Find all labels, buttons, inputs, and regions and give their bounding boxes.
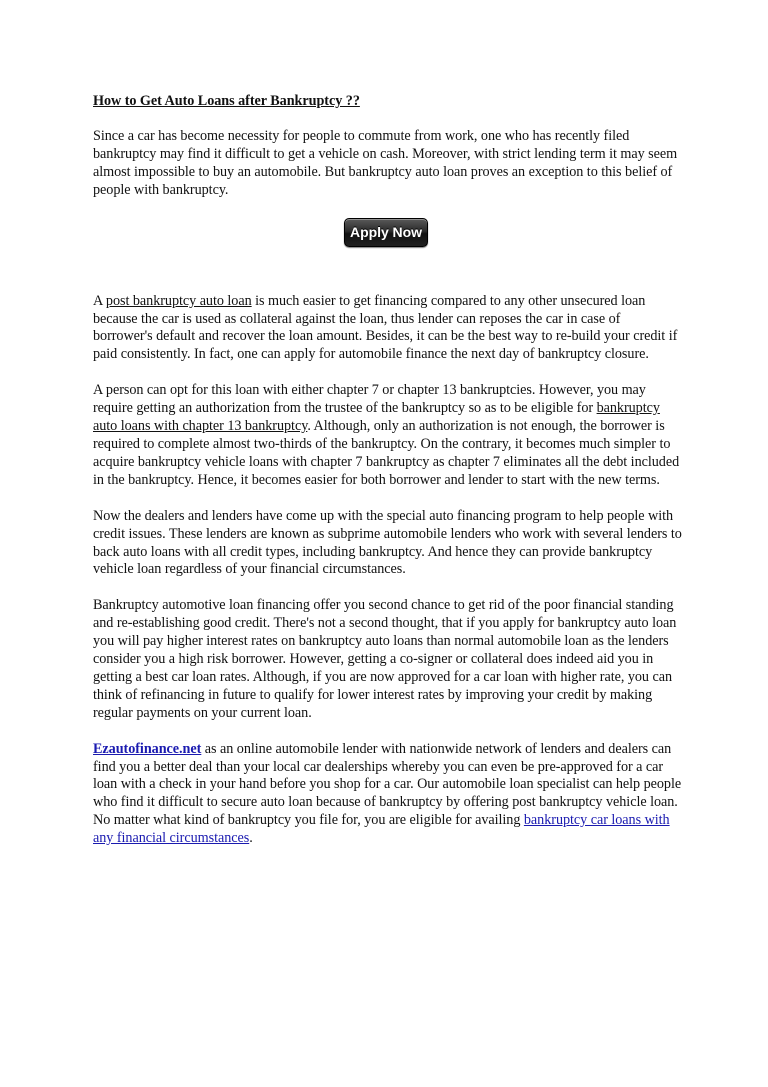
post-bankruptcy-auto-loan-link[interactable]: post bankruptcy auto loan: [105, 292, 252, 309]
paragraph-dealers-lenders: Now the dealers and lenders have come up with the special auto financing program to help people with credit issues. These lenders are known as subprime automobile lenders who work with several lenders to back auto loans with all credit types, including bankruptcy. And hence they can provide bankruptcy vehicle loan regardless of your financial circumstances.: [93, 507, 682, 578]
paragraph-text: A: [93, 292, 106, 309]
paragraph-chapter-bankruptcies: [93, 382, 683, 489]
ezautofinance-link[interactable]: Ezautofinance.net: [93, 740, 202, 757]
apply-now-button[interactable]: Apply Now: [344, 218, 428, 247]
intro-paragraph: Since a car has become necessity for people to commute from work, one who has recently filed bankruptcy may find it difficult to get a vehicle on cash. Moreover, with strict lending term it may seem almost impossible to buy an automobile. But bankruptcy auto loan proves an exception to this belief of people with bankruptcy.: [93, 128, 678, 198]
apply-button-container: [93, 218, 683, 247]
paragraph-post-bankruptcy: [93, 293, 683, 365]
bankruptcy-car-loans-link[interactable]: bankruptcy car loans with any financial circumstances: [93, 812, 670, 847]
paragraph-text: . Although, only an authorization is not enough, the borrower is required to complete almost two-thirds of the bankruptcy. On the contrary, it becomes much simpler to acquire bankruptcy vehicle loans with chapter 7 bankruptcy as chapter 7 eliminates all the debt included in the bankruptcy. Hence, it becomes easier for both borrower and lender to start with the new terms.: [93, 418, 680, 488]
paragraph-loan-financing: Bankruptcy automotive loan financing offer you second chance to get rid of the poor financial standing and re-establishing good credit. There's not a second thought, that if you apply for bankruptcy auto loan you will pay higher interest rates on bankruptcy auto loans than normal automobile loan as the lenders consider you a high risk borrower. However, getting a co-signer or collateral does indeed aid you in getting a best car loan rates. Although, if you are now approved for a car loan with higher rate, you can think of refinancing in future to qualify for lower interest rates by improving your credit by making regular payments on your current loan.: [93, 597, 677, 721]
paragraph-text: A person can opt for this loan with either chapter 7 or chapter 13 bankruptcies. However, you may require getting an authorization from the trustee of the bankruptcy so as to be eligible for: [93, 382, 646, 417]
page-title: How to Get Auto Loans after Bankruptcy ??: [93, 93, 360, 109]
paragraph-ezautofinance: [93, 741, 683, 848]
paragraph-text: as an online automobile lender with nationwide network of lenders and dealers can find you a better deal than your local car dealerships whereby you can even be pre-approved for a car loan with a check in your hand before you shop for a car. Our automobile loan specialist can help people who find it difficult to secure auto loan because of bankruptcy by offering post bankruptcy vehicle loan. No matter what kind of bankruptcy you file for, you are eligible for availing: [93, 740, 682, 829]
document-page: [93, 92, 683, 866]
paragraph-text: .: [249, 830, 253, 847]
paragraph-text: is much easier to get financing compared to any other unsecured loan because the car is used as collateral against the loan, thus lender can reposes the car in case of borrower's default and recover the loan amount. Besides, it can be the best way to re-build your credit if paid consistently. In fact, one can apply for automobile finance the next day of bankruptcy closure.: [93, 292, 678, 363]
chapter-13-bankruptcy-link[interactable]: bankruptcy auto loans with chapter 13 bankruptcy: [93, 400, 660, 435]
